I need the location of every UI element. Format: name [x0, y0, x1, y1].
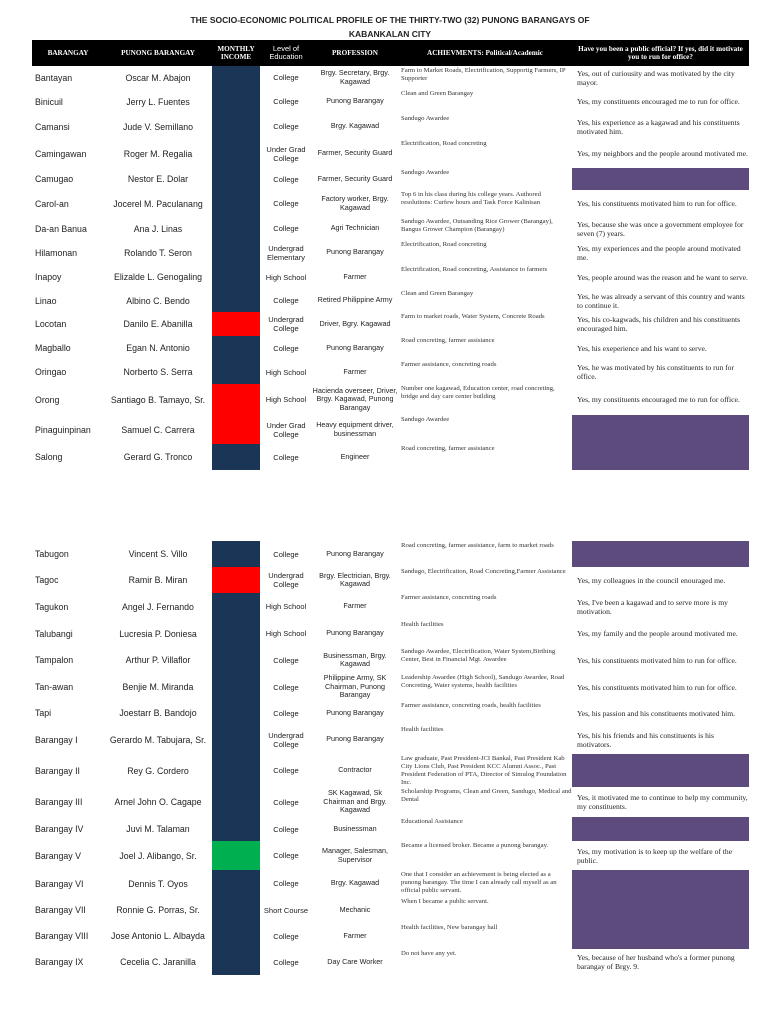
achievements-cell: Sandugo Awardee, Outsanding Rice Grower (Barangay), Bangus Grower Champion (Barangay)	[401, 218, 553, 233]
income-cell	[212, 168, 260, 190]
answer-cell	[572, 541, 749, 567]
barangay-cell: Orong	[35, 394, 60, 405]
education-cell: High School	[265, 602, 307, 611]
table-row	[32, 754, 749, 787]
profession-cell: Farmer, Security Guard	[317, 173, 393, 183]
barangay-cell: Tan-awan	[35, 682, 74, 692]
answer-cell: Yes, it motivated me to continue to help my community, my constituents.	[577, 793, 748, 811]
barangay-cell: Barangay II	[35, 765, 80, 776]
answer-cell: Yes, out of curiousity and was motivated by the city mayor.	[577, 68, 735, 87]
profession-cell: Farmer	[343, 366, 367, 376]
achievements-cell: Clean and Green Barangay	[401, 90, 474, 97]
achievements-cell: Electrification, Road concreting	[401, 241, 487, 248]
answer-cell: Yes, his constituents motivated him to run for office.	[577, 199, 737, 208]
punong-barangay-cell: Arthur P. Villaflor	[125, 655, 191, 665]
profession-cell: Engineer	[340, 451, 370, 461]
table-row	[32, 265, 749, 289]
income-cell	[212, 360, 260, 384]
income-cell	[212, 593, 260, 620]
achievements-cell: Farm to market roads, Water System, Concrete Roads	[401, 313, 545, 320]
education-cell: College	[273, 224, 299, 233]
profession-cell: Brgy. Kagawad	[330, 878, 380, 888]
achievements-cell: Do not have any yet.	[401, 950, 457, 957]
achievements-cell: Leadership Awardee (High School), Sandugo Awardee, Road Concreting, Water systems, health facilities	[401, 674, 565, 689]
header-punong-barangay: PUNONG BARANGAY	[121, 48, 195, 57]
achievements-cell: Farmer assistance, concreting roads	[401, 594, 497, 601]
barangay-cell: Tapi	[35, 708, 52, 718]
income-cell	[212, 754, 260, 787]
answer-cell	[572, 817, 749, 841]
table-row	[32, 66, 749, 89]
answer-cell: Yes, his his friends and his constituents is his motivators.	[577, 730, 714, 749]
education-cell: College	[273, 296, 299, 305]
answer-cell: Yes, my neighbors and the people around motivated me.	[577, 149, 748, 158]
education-cell: College	[273, 851, 299, 860]
achievements-cell: Number one kagawad, Education center, road concreting, bridge and day care center building	[401, 385, 555, 400]
header-barangay: BARANGAY	[47, 48, 89, 57]
answer-cell: Yes, his passion and his constituents motivated him.	[577, 708, 736, 718]
title-line-2: KABANKALAN CITY	[348, 29, 432, 39]
barangay-cell: Magballo	[35, 343, 71, 353]
income-cell	[212, 312, 260, 336]
profession-cell: Businessman	[333, 823, 377, 833]
punong-barangay-cell: Nestor E. Dolar	[127, 174, 189, 184]
punong-barangay-cell: Juvi M. Talaman	[126, 824, 190, 834]
punong-barangay-cell: Oscar M. Abajon	[125, 72, 191, 83]
punong-barangay-cell: Danilo E. Abanilla	[123, 319, 193, 329]
income-cell	[212, 190, 260, 217]
income-cell	[212, 265, 260, 289]
income-cell	[212, 787, 260, 817]
header-question: Have you been a public official? If yes, did it motivate you to run for office?	[578, 44, 743, 61]
answer-cell: Yes, my colleagues in the council enouraged me.	[577, 575, 726, 585]
table-row	[32, 817, 749, 841]
punong-barangay-cell: Ronnie G. Porras, Sr.	[116, 905, 200, 915]
barangay-cell: Camansi	[35, 121, 70, 132]
table-row	[32, 240, 749, 265]
education-cell: Short Course	[263, 905, 309, 915]
punong-barangay-cell: Jude V. Semillano	[122, 121, 194, 132]
answer-cell	[572, 444, 749, 470]
achievements-cell: Law graduate, Past President-JCI Bankal, Past President Kab City Lions Club, Past President KCC Alumni Assoc., Past President Federation of PTA, Director of Simulog Foundation Inc.	[401, 755, 567, 786]
income-cell	[212, 817, 260, 841]
answer-cell: Yes, my constituents encouraged me to run for office.	[577, 395, 740, 404]
income-cell	[212, 841, 260, 870]
punong-barangay-cell: Joestarr B. Bandojo	[119, 708, 197, 718]
table-row	[32, 415, 749, 444]
barangay-cell: Barangay IV	[35, 824, 84, 834]
punong-barangay-cell: Vincent S. Villo	[128, 549, 188, 559]
answer-cell	[572, 168, 749, 190]
punong-barangay-cell: Gerardo M. Tabujara, Sr.	[109, 734, 207, 745]
achievements-cell: Farmer assistance, concreting roads, health facilities	[401, 702, 541, 709]
profession-cell: Contractor	[338, 765, 372, 775]
punong-barangay-cell: Roger M. Regalia	[123, 148, 193, 159]
table-row	[32, 673, 749, 701]
profession-cell: Day Care Worker	[327, 956, 383, 966]
achievements-cell: Farm to Market Roads, Electrification, Supportig Farmers, IP Supporter	[401, 67, 566, 82]
education-cell: Under Grad College	[266, 420, 306, 439]
profession-cell: SK Kagawad, Sk Chairman and Brgy. Kagawad	[323, 788, 387, 815]
education-cell: Under Grad College	[266, 144, 306, 163]
table-row	[32, 168, 749, 190]
profession-cell: Brgy. Kagawad	[330, 121, 380, 131]
achievements-cell: Health facilities	[401, 621, 444, 628]
education-cell: College	[273, 199, 299, 208]
achievements-cell: Sandugo Awardee	[401, 169, 450, 176]
education-cell: College	[273, 797, 299, 807]
profession-cell: Farmer, Security Guard	[317, 148, 393, 158]
profession-cell: Retired Philippine Army	[317, 295, 393, 305]
barangay-cell: Oringao	[35, 367, 67, 377]
achievements-cell: Farmer assistance, concreting roads	[401, 361, 497, 368]
answer-cell	[572, 870, 749, 897]
income-cell	[212, 240, 260, 265]
barangay-cell: Locotan	[35, 319, 67, 329]
page-title	[180, 13, 600, 41]
table-row	[32, 923, 749, 949]
table-row	[32, 89, 749, 114]
profession-cell: Punong Barangay	[326, 707, 384, 717]
profession-cell: Brgy. Secretary, Brgy. Kagawad	[320, 68, 390, 86]
answer-cell: Yes, I've been a kagawad and to serve more is my motivation.	[577, 597, 728, 616]
answer-cell: Yes, he was already a servant of this country and wants to continue it.	[577, 291, 745, 310]
achievements-cell: Road concreting, farmer assistance, farm to market roads	[401, 542, 554, 549]
table-row	[32, 593, 749, 620]
profession-cell: Manager, Salesman, Supervisor	[322, 846, 388, 864]
achievements-cell: Top 6 in his class during his college years. Authored resolutions: Curfew hours and Task Force Kalinisan	[401, 191, 541, 206]
punong-barangay-cell: Norberto S. Serra	[123, 367, 193, 377]
answer-cell: Yes, my family and the people around motivated me.	[577, 629, 738, 638]
answer-cell: Yes, because of her husband who's a former punong barangay of Brgy. 9.	[577, 953, 735, 971]
income-cell	[212, 289, 260, 312]
achievements-cell: Electrification, Road concreting, Assistance to farmers	[401, 266, 548, 273]
income-cell	[212, 384, 260, 415]
education-cell: College	[273, 343, 299, 353]
punong-barangay-cell: Albino C. Bendo	[126, 295, 190, 306]
barangay-cell: Barangay VIII	[35, 931, 89, 941]
income-cell	[212, 541, 260, 567]
education-cell: College	[273, 549, 299, 559]
profession-cell: Farmer	[343, 271, 367, 281]
answer-cell	[572, 897, 749, 923]
table-row	[32, 870, 749, 897]
achievements-cell: Sandugo Awardee, Electrification, Water System,Birthing Center, Best in Financial Mgt. Awardee	[401, 648, 556, 663]
table-row	[32, 567, 749, 593]
barangay-cell: Barangay VI	[35, 878, 84, 889]
education-cell: High School	[265, 367, 307, 377]
answer-cell: Yes, his exeperience and his want to serve.	[577, 343, 707, 353]
education-cell: College	[273, 73, 299, 82]
barangay-cell: Tagoc	[35, 575, 59, 585]
answer-cell: Yes, his constituents motivated him to run for office.	[577, 655, 737, 665]
income-cell	[212, 897, 260, 923]
education-cell: College	[273, 957, 299, 967]
punong-barangay-cell: Dennis T. Oyos	[128, 878, 188, 889]
education-cell: College	[273, 655, 299, 665]
answer-cell: Yes, his experience as a kagawad and his constituents motivated him.	[577, 117, 740, 136]
punong-barangay-cell: Santiago B. Tamayo, Sr.	[110, 394, 206, 405]
income-cell	[212, 415, 260, 444]
answer-cell: Yes, his co-kagwads, his children and his constituents encouraged him.	[577, 315, 741, 333]
punong-barangay-cell: Rey G. Cordero	[127, 765, 189, 776]
education-cell: College	[273, 122, 299, 131]
answer-cell: Yes, my experiences and the people around motivated me.	[577, 243, 741, 262]
education-cell: College	[273, 708, 299, 718]
profession-cell: Agri Technician	[330, 223, 380, 233]
barangay-cell: Pinaguinpinan	[35, 424, 91, 435]
profession-cell: Punong Barangay	[326, 628, 384, 638]
barangay-cell: Inapoy	[35, 272, 62, 282]
punong-barangay-cell: Joel J. Alibango, Sr.	[119, 850, 197, 861]
answer-cell: Yes, he was motivated by his constituents to run for office.	[577, 363, 734, 381]
income-cell	[212, 620, 260, 647]
punong-barangay-cell: Elizalde L. Genogaling	[113, 272, 203, 282]
barangay-cell: Tabugon	[35, 549, 69, 559]
income-cell	[212, 66, 260, 89]
punong-barangay-cell: Ana J. Linas	[133, 223, 183, 234]
title-line-1: THE SOCIO-ECONOMIC POLITICAL PROFILE OF THE THIRTY-TWO (32) PUNONG BARANGAYS OF	[190, 15, 590, 25]
punong-barangay-cell: Egan N. Antonio	[126, 343, 190, 353]
education-cell: College	[273, 766, 299, 775]
barangay-cell: Bantayan	[35, 72, 73, 83]
income-cell	[212, 567, 260, 593]
education-cell: Undergrad Elementary	[267, 243, 305, 262]
barangay-cell: Barangay IX	[35, 957, 84, 967]
education-cell: College	[273, 879, 299, 888]
punong-barangay-cell: Ramir B. Miran	[128, 575, 188, 585]
table-row	[32, 949, 749, 975]
table-row	[32, 701, 749, 725]
barangay-cell: Talubangi	[35, 628, 73, 639]
header-profession: PROFESSION	[332, 48, 378, 57]
punong-barangay-cell: Gerard G. Tronco	[123, 452, 193, 462]
table-row	[32, 114, 749, 139]
achievements-cell: Educational Assistance	[401, 818, 463, 825]
barangay-cell: Carol-an	[35, 198, 69, 209]
income-cell	[212, 923, 260, 949]
answer-cell: Yes, his constituents motivated him to run for office.	[577, 682, 737, 692]
table-row	[32, 190, 749, 217]
achievements-cell: Health facilities	[401, 726, 444, 733]
table-row	[32, 897, 749, 923]
table-row	[32, 289, 749, 312]
achievements-cell: Sandugo Awardee	[401, 115, 450, 122]
income-cell	[212, 89, 260, 114]
punong-barangay-cell: Cecelia C. Jaranilla	[120, 957, 196, 967]
barangay-cell: Binicuil	[35, 96, 63, 107]
education-cell: Undergrad College	[268, 315, 304, 333]
income-cell	[212, 444, 260, 470]
income-cell	[212, 949, 260, 975]
punong-barangay-cell: Arnel John O. Cagape	[114, 797, 202, 807]
answer-cell	[572, 754, 749, 787]
profession-cell: Brgy. Electrician, Brgy. Kagawad	[319, 570, 391, 588]
achievements-cell: Electrification, Road concreting	[401, 140, 487, 147]
barangay-cell: Barangay V	[35, 850, 81, 861]
income-cell	[212, 217, 260, 240]
income-cell	[212, 673, 260, 701]
answer-cell: Yes, my constituents encouraged me to run for office.	[577, 97, 740, 106]
education-cell: College	[273, 931, 299, 941]
income-cell	[212, 725, 260, 754]
answer-cell: Yes, people around was the reason and he want to serve.	[577, 272, 748, 282]
barangay-cell: Tagukon	[35, 601, 69, 612]
punong-barangay-cell: Samuel C. Carrera	[121, 424, 195, 435]
achievements-cell: One that I consider an achievement is being elected as a punong barangay. The time I can already call myself as an official public servant.	[401, 871, 557, 894]
table-row	[32, 725, 749, 754]
barangay-cell: Barangay III	[35, 797, 83, 807]
table-row	[32, 541, 749, 567]
income-cell	[212, 139, 260, 168]
answer-cell	[572, 415, 749, 444]
profession-cell: Punong Barangay	[326, 548, 384, 558]
profession-cell: Farmer	[343, 930, 367, 940]
barangay-cell: Linao	[35, 295, 57, 306]
header-achievements: ACHIEVMENTS: Political/Academic	[427, 48, 543, 57]
education-cell: High School	[265, 629, 307, 638]
education-cell: Undergrad College	[268, 571, 304, 589]
achievements-cell: Clean and Green Barangay	[401, 290, 474, 297]
education-cell: College	[273, 682, 299, 692]
punong-barangay-cell: Jerry L. Fuentes	[126, 96, 190, 107]
barangay-cell: Hilamonan	[35, 247, 78, 258]
achievements-cell: Road concreting, farmer assistance	[401, 337, 495, 344]
table-row	[32, 217, 749, 240]
profession-cell: Businessman, Brgy. Kagawad	[323, 650, 387, 668]
punong-barangay-cell: Rolando T. Seron	[124, 247, 192, 258]
table-row	[32, 444, 749, 470]
barangay-cell: Barangay VII	[35, 905, 86, 915]
profile-table-bottom	[32, 541, 749, 975]
profession-cell: Driver, Bgry. Kagawad	[319, 318, 391, 328]
barangay-cell: Da-an Banua	[35, 223, 87, 234]
table-row	[32, 647, 749, 673]
punong-barangay-cell: Angel J. Fernando	[122, 601, 194, 612]
income-cell	[212, 870, 260, 897]
header-monthly-income: MONTHLY INCOME	[217, 44, 255, 61]
achievements-cell: Scholarship Programs, Clean and Green, Sandugo, Medical and Dental	[401, 788, 572, 803]
table-row	[32, 312, 749, 336]
education-cell: College	[273, 824, 299, 834]
punong-barangay-cell: Jose Antonio L. Albayda	[111, 931, 205, 941]
barangay-cell: Tampalon	[35, 655, 74, 665]
answer-cell: Yes, because she was once a government employee for seven (7) years.	[577, 219, 744, 238]
income-cell	[212, 701, 260, 725]
answer-cell	[572, 923, 749, 949]
achievements-cell: When I became a public servant.	[401, 898, 489, 905]
barangay-cell: Barangay I	[35, 734, 78, 745]
profession-cell: Punong Barangay	[326, 734, 384, 744]
barangay-cell: Camugao	[35, 174, 74, 184]
table-row	[32, 139, 749, 168]
punong-barangay-cell: Benjie M. Miranda	[122, 682, 194, 692]
table-row	[32, 841, 749, 870]
achievements-cell: Sandugo Awardee	[401, 416, 450, 423]
barangay-cell: Camingawan	[35, 148, 87, 159]
profession-cell: Factory worker, Brgy. Kagawad	[321, 194, 389, 212]
education-cell: College	[273, 452, 299, 462]
profession-cell: Punong Barangay	[326, 96, 384, 106]
profile-table-top	[32, 66, 749, 470]
achievements-cell: Became a licensed broker. Became a punong barangay.	[401, 842, 549, 849]
table-row	[32, 336, 749, 360]
income-cell	[212, 336, 260, 360]
punong-barangay-cell: Lucresia P. Doniesa	[119, 628, 197, 639]
table-row	[32, 620, 749, 647]
education-cell: High School	[265, 272, 307, 282]
table-row	[32, 384, 749, 415]
table-row	[32, 787, 749, 817]
profession-cell: Punong Barangay	[326, 247, 384, 257]
profession-cell: Hacienda overseer, Driver, Brgy. Kagawad, Punong Barangay	[312, 385, 398, 412]
punong-barangay-cell: Jocerel M. Paculanang	[113, 198, 203, 209]
profession-cell: Farmer	[343, 601, 367, 611]
profession-cell: Philippine Army, SK Chairman, Punong Barangay	[323, 673, 387, 700]
income-cell	[212, 647, 260, 673]
education-cell: College	[273, 97, 299, 106]
achievements-cell: Health facilities, New barangay hall	[401, 924, 498, 931]
profession-cell: Heavy equipment driver, businessman	[316, 420, 394, 438]
header-education: Level of Education	[269, 43, 303, 61]
achievements-cell: Sandugo, Electrification, Road Concreting,Farmer Assistance	[401, 568, 566, 575]
education-cell: High School	[265, 395, 307, 404]
education-cell: Undergrad College	[268, 730, 304, 749]
education-cell: College	[273, 174, 299, 184]
table-row	[32, 360, 749, 384]
profession-cell: Punong Barangay	[326, 342, 384, 352]
answer-cell: Yes, my motivation is to keep up the welfare of the public.	[577, 846, 733, 865]
achievements-cell: Road concreting, farmer assistance	[401, 445, 495, 452]
profession-cell: Mechanic	[339, 904, 371, 914]
barangay-cell: Salong	[35, 452, 63, 462]
income-cell	[212, 114, 260, 139]
